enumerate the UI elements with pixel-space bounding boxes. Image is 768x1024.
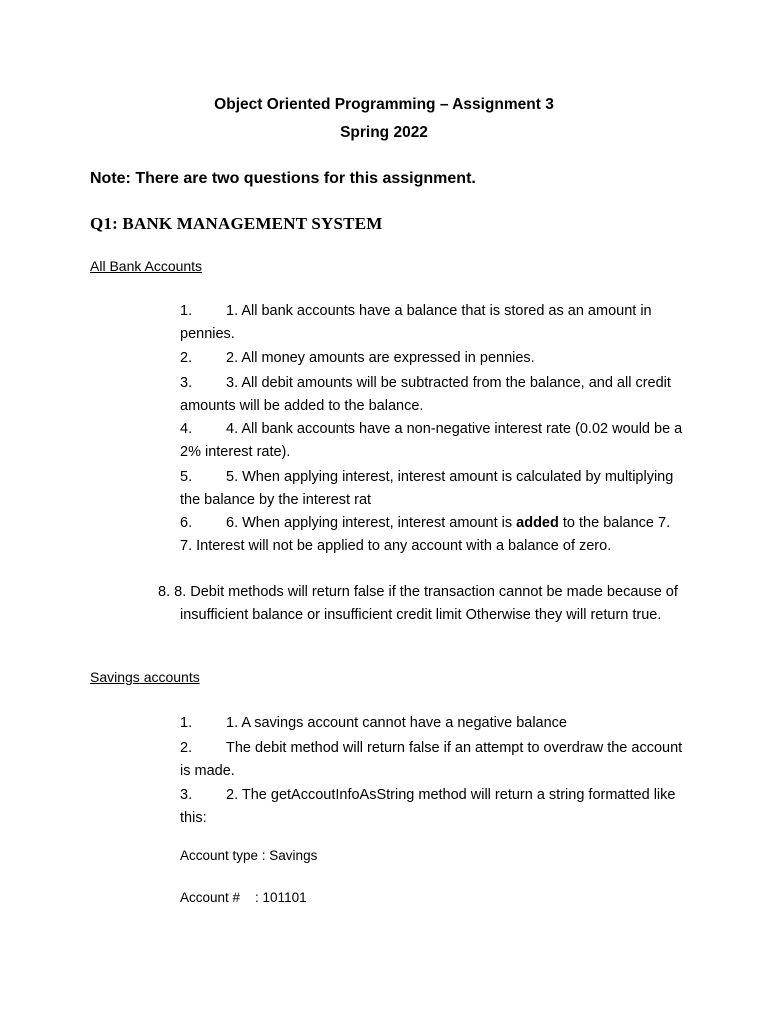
list-item-number: 2. [180, 740, 193, 756]
account-type-line: Account type : Savings [180, 848, 318, 863]
list-item [180, 466, 685, 512]
assignment-note: Note: There are two questions for this assignment. [90, 170, 476, 187]
all-bank-accounts-heading: All Bank Accounts [90, 258, 203, 274]
document-title: Object Oriented Programming – Assignment 3 [214, 96, 554, 113]
list-item-number: 5. [180, 469, 193, 485]
savings-accounts-heading: Savings accounts [90, 669, 200, 685]
list-item [180, 372, 685, 418]
list-item [180, 347, 685, 370]
list-item-number: 1. [180, 715, 193, 731]
list-item [180, 300, 685, 346]
list-item-text: 1. A savings account cannot have a negative balance [226, 715, 567, 731]
list-item [180, 712, 685, 735]
list-item [180, 512, 685, 558]
list-item-number: 3. [180, 375, 193, 391]
list-item-text: 4. All bank accounts have a non-negative interest rate (0.02 would be a 2% interest rate). [180, 421, 683, 460]
list-item [158, 581, 685, 626]
list-item-number: 8. [158, 584, 171, 600]
list-item-number: 3. [180, 787, 193, 803]
list-item-text-start: 6. When applying interest, interest amount is [226, 515, 517, 531]
list-item-text-bold: added [516, 515, 559, 531]
list-item [180, 418, 685, 464]
list-item-text: The debit method will return false if an attempt to overdraw the account is made. [180, 740, 683, 779]
list-item-text: 2. The getAccoutInfoAsString method will return a string formatted like this: [180, 787, 676, 826]
question-1-heading: Q1: BANK MANAGEMENT SYSTEM [90, 214, 383, 233]
account-number-line: Account # : 101101 [180, 890, 307, 905]
list-item-number: 2. [180, 350, 193, 366]
list-item [180, 784, 685, 830]
list-item [180, 737, 685, 783]
list-item-text: 3. All debit amounts will be subtracted from the balance, and all credit amounts will be added to the balance. [180, 375, 671, 414]
list-item-text: 1. All bank accounts have a balance that is stored as an amount in pennies. [180, 303, 652, 342]
list-item-text: 8. Debit methods will return false if the transaction cannot be made because of insufficient balance or insufficient credit limit Otherwise they will return true. [174, 584, 678, 623]
document-term: Spring 2022 [340, 124, 428, 141]
list-item-number: 4. [180, 421, 193, 437]
list-item-number: 1. [180, 303, 193, 319]
list-item-text-end: to the balance 7. 7. Interest will not be applied to any account with a balance of zero. [180, 515, 671, 554]
list-item-text: 2. All money amounts are expressed in pennies. [226, 350, 535, 366]
list-item-number: 6. [180, 515, 193, 531]
list-item-text: 5. When applying interest, interest amount is calculated by multiplying the balance by the interest rat [180, 469, 674, 508]
